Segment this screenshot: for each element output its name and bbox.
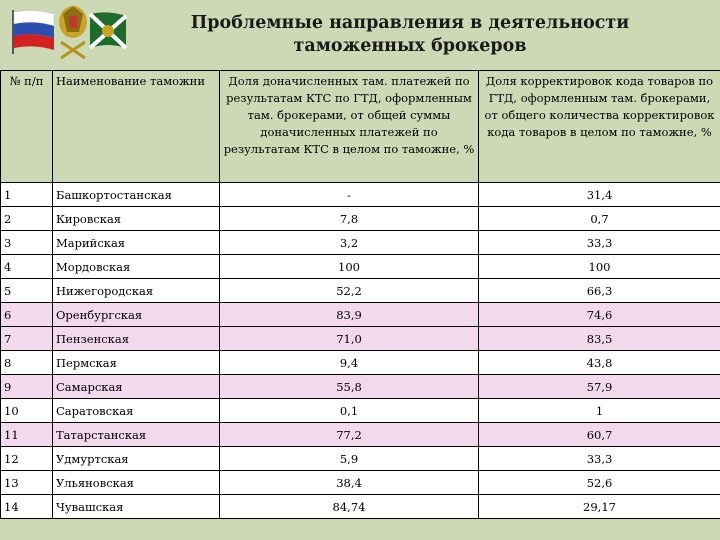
- code-corrections-share-cell: 33,3: [479, 231, 720, 255]
- slide-header: [0, 0, 720, 68]
- code-corrections-share-cell: 33,3: [479, 447, 720, 471]
- code-corrections-share-cell: 74,6: [479, 303, 720, 327]
- row-number-cell: 6: [1, 303, 53, 327]
- row-number-cell: 12: [1, 447, 53, 471]
- table-row: [1, 351, 720, 375]
- payments-share-cell: -: [220, 183, 479, 207]
- customs-name-cell: Чувашская: [53, 495, 220, 519]
- customs-emblem-icon: [55, 2, 91, 60]
- row-number-cell: 10: [1, 399, 53, 423]
- customs-name-cell: Башкортостанская: [53, 183, 220, 207]
- code-corrections-share-cell: 60,7: [479, 423, 720, 447]
- payments-share-cell: 5,9: [220, 447, 479, 471]
- payments-share-cell: 3,2: [220, 231, 479, 255]
- payments-share-cell: 38,4: [220, 471, 479, 495]
- payments-share-cell: 71,0: [220, 327, 479, 351]
- code-corrections-share-cell: 83,5: [479, 327, 720, 351]
- table-row: [1, 207, 720, 231]
- table-row: [1, 495, 720, 519]
- customs-name-cell: Татарстанская: [53, 423, 220, 447]
- payments-share-cell: 100: [220, 255, 479, 279]
- row-number-cell: 2: [1, 207, 53, 231]
- code-corrections-share-cell: 52,6: [479, 471, 720, 495]
- header-code-corrections-share: Доля корректировок кода товаров по ГТД, оформленным там. брокерами, от общего количества корректировок кода товаров в целом по таможне, %: [479, 71, 720, 183]
- customs-name-cell: Пермская: [53, 351, 220, 375]
- code-corrections-share-cell: 1: [479, 399, 720, 423]
- customs-name-cell: Саратовская: [53, 399, 220, 423]
- customs-name-cell: Марийская: [53, 231, 220, 255]
- table-row: [1, 399, 720, 423]
- table-row: [1, 471, 720, 495]
- code-corrections-share-cell: 29,17: [479, 495, 720, 519]
- table-row: [1, 279, 720, 303]
- page-title: Проблемные направления в деятельности таможенных брокеров: [190, 13, 630, 56]
- code-corrections-share-cell: 100: [479, 255, 720, 279]
- brokers-table: [0, 70, 720, 519]
- table-row: [1, 375, 720, 399]
- row-number-cell: 5: [1, 279, 53, 303]
- header-number: № п/п: [1, 71, 53, 183]
- code-corrections-share-cell: 31,4: [479, 183, 720, 207]
- row-number-cell: 14: [1, 495, 53, 519]
- header-customs-name: Наименование таможни: [53, 71, 220, 183]
- payments-share-cell: 77,2: [220, 423, 479, 447]
- header-payments-share: Доля доначисленных там. платежей по результатам КТС по ГТД, оформленным там. брокерами, от общей суммы доначисленных платежей по результатам КТС в целом по таможне, %: [220, 71, 479, 183]
- row-number-cell: 9: [1, 375, 53, 399]
- payments-share-cell: 9,4: [220, 351, 479, 375]
- row-number-cell: 3: [1, 231, 53, 255]
- customs-name-cell: Нижегородская: [53, 279, 220, 303]
- payments-share-cell: 52,2: [220, 279, 479, 303]
- table-row: [1, 423, 720, 447]
- customs-name-cell: Удмуртская: [53, 447, 220, 471]
- payments-share-cell: 0,1: [220, 399, 479, 423]
- code-corrections-share-cell: 0,7: [479, 207, 720, 231]
- row-number-cell: 13: [1, 471, 53, 495]
- payments-share-cell: 55,8: [220, 375, 479, 399]
- table-row: [1, 183, 720, 207]
- payments-share-cell: 84,74: [220, 495, 479, 519]
- russian-flag-icon: [10, 8, 56, 54]
- payments-share-cell: 7,8: [220, 207, 479, 231]
- row-number-cell: 8: [1, 351, 53, 375]
- table-row: [1, 303, 720, 327]
- code-corrections-share-cell: 57,9: [479, 375, 720, 399]
- customs-name-cell: Оренбургская: [53, 303, 220, 327]
- row-number-cell: 7: [1, 327, 53, 351]
- customs-name-cell: Пензенская: [53, 327, 220, 351]
- table-row: [1, 231, 720, 255]
- table-row: [1, 327, 720, 351]
- row-number-cell: 11: [1, 423, 53, 447]
- payments-share-cell: 83,9: [220, 303, 479, 327]
- customs-flag-icon: [88, 8, 128, 54]
- table-row: [1, 255, 720, 279]
- customs-name-cell: Ульяновская: [53, 471, 220, 495]
- customs-name-cell: Кировская: [53, 207, 220, 231]
- table-row: [1, 447, 720, 471]
- customs-name-cell: Самарская: [53, 375, 220, 399]
- table-header-row: [1, 71, 720, 183]
- code-corrections-share-cell: 66,3: [479, 279, 720, 303]
- row-number-cell: 4: [1, 255, 53, 279]
- customs-name-cell: Мордовская: [53, 255, 220, 279]
- code-corrections-share-cell: 43,8: [479, 351, 720, 375]
- row-number-cell: 1: [1, 183, 53, 207]
- table-body: [1, 183, 720, 519]
